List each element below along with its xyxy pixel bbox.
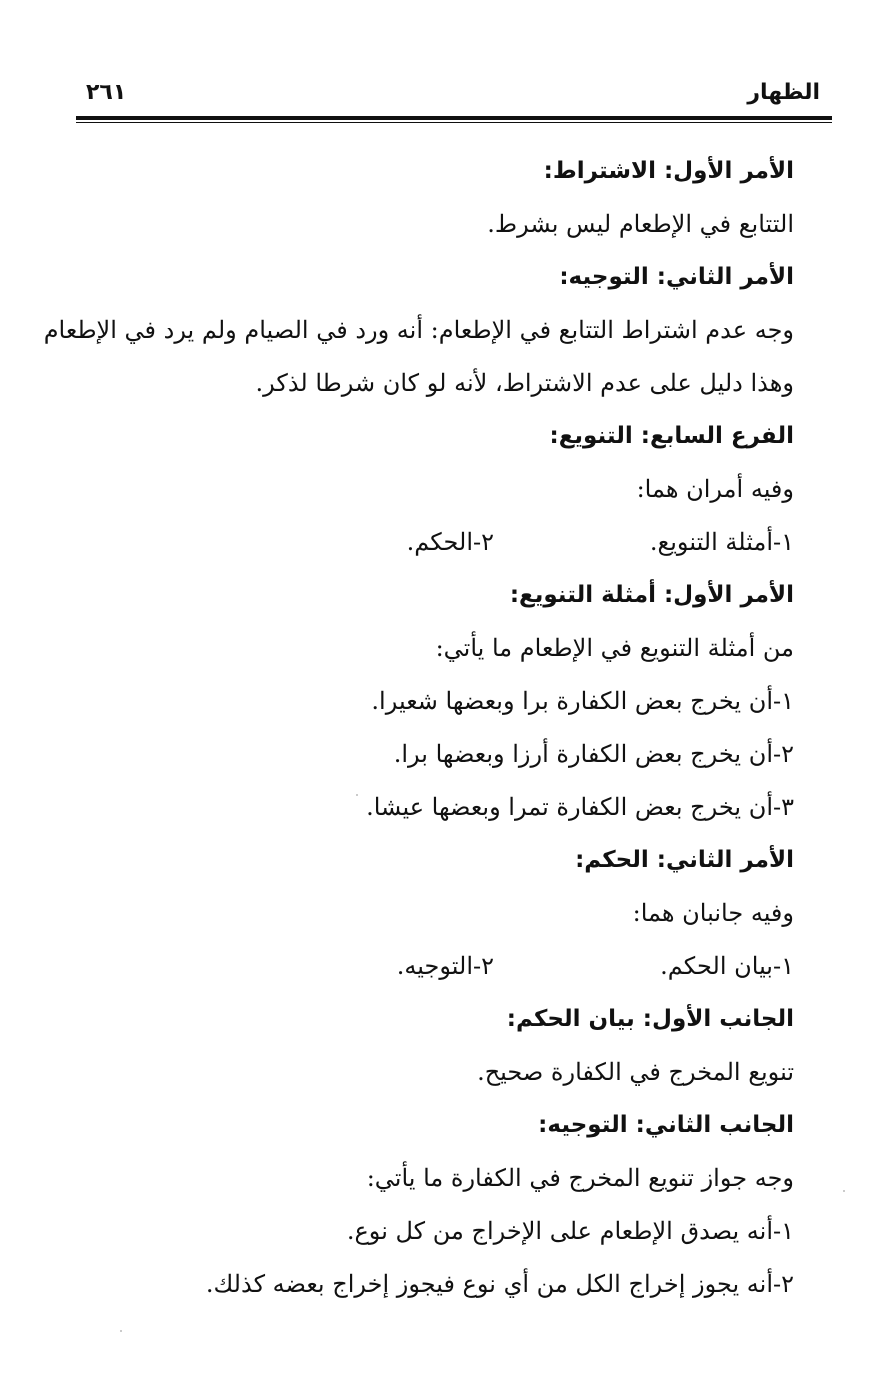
list-item: ٣-أن يخرج بعض الكفارة تمرا وبعضها عيشا. [366,793,794,821]
heading-section-seven: الفرع السابع: التنويع: [549,423,794,449]
paragraph: وفيه جانبان هما: [632,899,794,927]
paragraph: وفيه أمران هما: [636,475,794,503]
paragraph: من أمثلة التنويع في الإطعام ما يأتي: [435,634,794,662]
scan-speck [843,1190,845,1192]
list-item: ٢-الحكم. [406,528,494,556]
heading-justification: الأمر الثاني: التوجيه: [559,264,794,290]
header-rule-thin [76,122,832,123]
paragraph: التتابع في الإطعام ليس بشرط. [487,210,794,238]
list-item: ١-أن يخرج بعض الكفارة برا وبعضها شعيرا. [371,687,794,715]
list-item: ٢-التوجيه. [396,952,494,980]
list-item: ٢-أن يخرج بعض الكفارة أرزا وبعضها برا. [393,740,794,768]
paragraph: تنويع المخرج في الكفارة صحيح. [477,1058,794,1086]
page-body [43,148,794,1314]
paragraph-line: وهذا دليل على عدم الاشتراط، لأنه لو كان شرطا لذكر. [255,369,794,397]
list-item: ١-أنه يصدق الإطعام على الإخراج من كل نوع. [346,1217,794,1245]
two-column-list [76,519,794,572]
two-column-list [76,943,794,996]
header-rule-thick [76,116,832,120]
heading-aspect-one: الجانب الأول: بيان الحكم: [506,1006,794,1032]
page-number: ٢٦١ [86,80,127,105]
heading-examples: الأمر الأول: أمثلة التنويع: [509,582,794,608]
paragraph: وجه جواز تنويع المخرج في الكفارة ما يأتي: [366,1164,794,1192]
heading-aspect-two: الجانب الثاني: التوجيه: [538,1112,794,1138]
heading-ruling: الأمر الثاني: الحكم: [575,847,794,873]
scan-speck [120,1330,122,1332]
running-title: الظهار [747,80,820,105]
list-item: ١-أمثلة التنويع. [649,528,794,556]
paragraph-line: وجه عدم اشتراط التتابع في الإطعام: أنه ورد في الصيام ولم يرد في الإطعام [43,316,794,344]
page-header [76,80,832,114]
heading-condition: الأمر الأول: الاشتراط: [543,158,794,184]
list-item: ٢-أنه يجوز إخراج الكل من أي نوع فيجوز إخراج بعضه كذلك. [205,1270,794,1298]
list-item: ١-بيان الحكم. [660,952,794,980]
scan-speck [356,794,358,796]
